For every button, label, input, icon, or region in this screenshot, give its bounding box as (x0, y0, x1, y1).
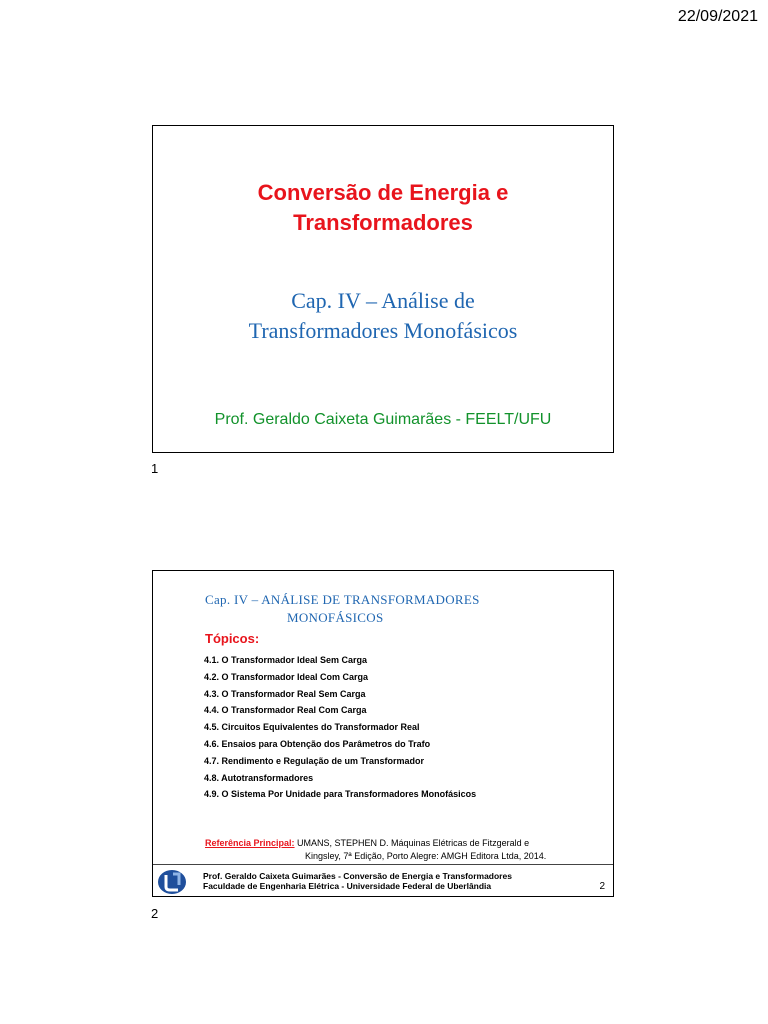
slide-2-header-line-1: Cap. IV – ANÁLISE DE TRANSFORMADORES (205, 592, 480, 607)
slide-1-title-line-2: Transformadores (293, 210, 473, 235)
topic-item: 4.9. O Sistema Por Unidade para Transformadores Monofásicos (204, 789, 477, 800)
footer-line-2: Faculdade de Engenharia Elétrica - Universidade Federal de Uberlândia (203, 881, 492, 891)
topics-list (204, 652, 476, 803)
topic-item: 4.6. Ensaios para Obtenção dos Parâmetros do Trafo (204, 738, 431, 749)
page-number-1: 1 (151, 461, 159, 476)
slide-2-header-line-2: MONOFÁSICOS (287, 610, 384, 625)
reference (205, 837, 546, 863)
footer-line-1: Prof. Geraldo Caixeta Guimarães - Conversão de Energia e Transformadores (203, 871, 512, 881)
slide-1-title (153, 178, 613, 238)
slide-1-subtitle-line-2: Transformadores Monofásicos (248, 318, 518, 343)
reference-label: Referência Principal: (205, 838, 295, 848)
slide-2-footer (203, 871, 512, 891)
slide-1-subtitle (153, 286, 613, 346)
slide-number: 2 (599, 881, 605, 892)
footer-divider (153, 864, 613, 865)
topic-item: 4.7. Rendimento e Regulação de um Transformador (204, 755, 425, 766)
topic-item: 4.5. Circuitos Equivalentes do Transformador Real (204, 722, 420, 733)
page-date: 22/09/2021 (677, 8, 758, 25)
slide-2 (152, 570, 614, 897)
page-number-2: 2 (151, 906, 159, 921)
slide-1-author: Prof. Geraldo Caixeta Guimarães - FEELT/UFU (214, 411, 552, 428)
slide-2-header (205, 591, 480, 627)
university-logo-icon (157, 869, 187, 895)
slide-1-title-line-1: Conversão de Energia e (257, 180, 509, 205)
slide-1 (152, 125, 614, 453)
topics-label: Tópicos: (205, 631, 260, 646)
topic-item: 4.3. O Transformador Real Sem Carga (204, 688, 366, 699)
topic-item: 4.8. Autotransformadores (204, 772, 314, 783)
slide-1-subtitle-line-1: Cap. IV – Análise de (291, 288, 475, 313)
topic-item: 4.2. O Transformador Ideal Com Carga (204, 671, 369, 682)
topic-item: 4.4. O Transformador Real Com Carga (204, 705, 367, 716)
reference-line-1: UMANS, STEPHEN D. Máquinas Elétricas de Fitzgerald e (294, 838, 530, 848)
reference-line-2: Kingsley, 7ª Edição, Porto Alegre: AMGH Editora Ltda, 2014. (305, 851, 547, 861)
topic-item: 4.1. O Transformador Ideal Sem Carga (204, 655, 368, 665)
